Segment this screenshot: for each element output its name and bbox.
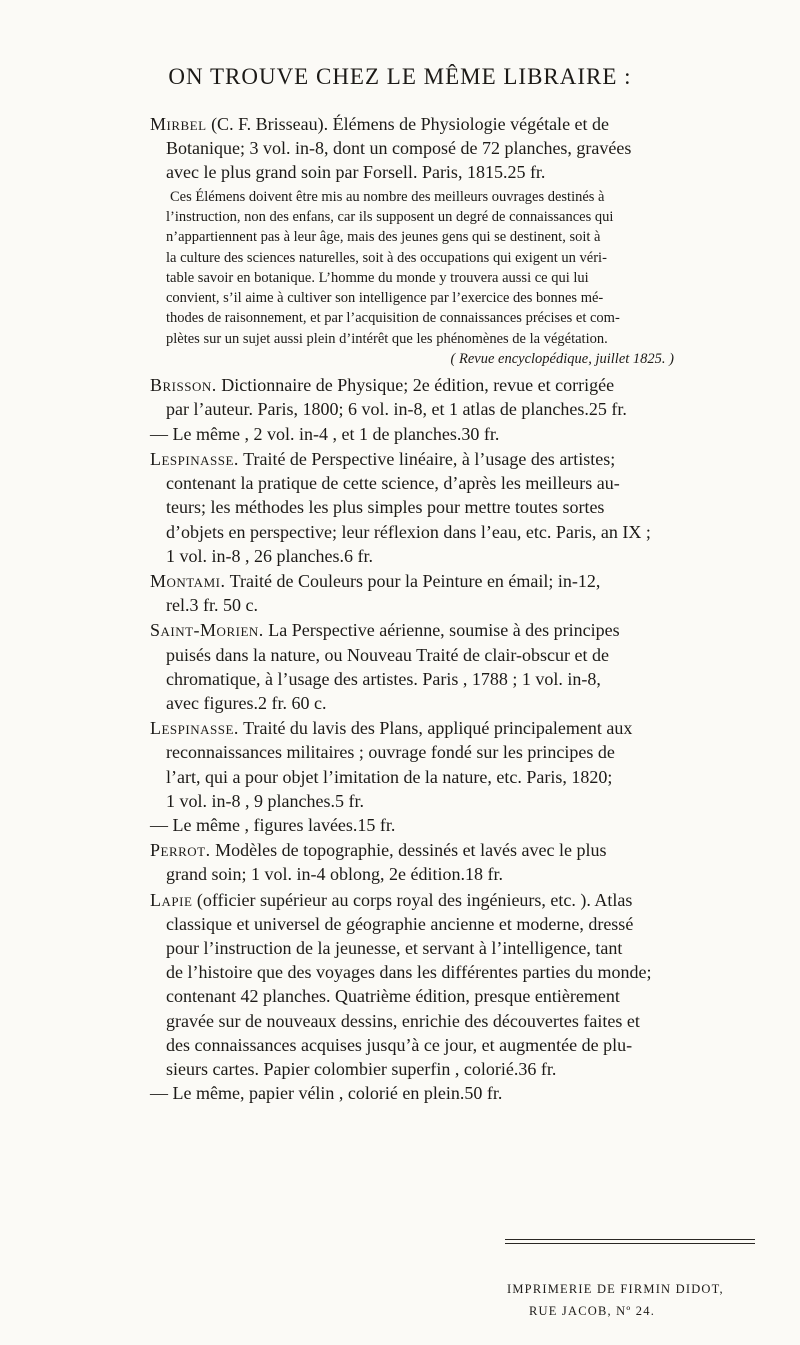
entry-lespinasse-perspective: Lespinasse. Traité de Perspective linéaire, à l’usage des artistes; contenant la pratique de cette science, d’après les meilleurs au- teurs; les méthodes les plus simples pour mettre toutes sortes d’objets en perspective; leur réflexion dans l’eau, etc. Paris, an IX ; 1 vol. in-8 , 26 planches.6 fr. xyxy=(150,448,651,566)
price: 3 fr. 50 c. xyxy=(189,595,258,616)
entry-brisson: Brisson. Dictionnaire de Physique; 2e édition, revue et corrigée par l’auteur. Paris, 1800; 6 vol. in-8, et 1 atlas de planches.25 fr. — Le même , 2 vol. in-4 , et 1 de planches.30 fr. xyxy=(150,375,627,444)
catalogue-body xyxy=(150,112,710,1106)
author-name: Lespinasse. xyxy=(150,718,239,739)
page-heading: ON TROUVE CHEZ LE MÊME LIBRAIRE : xyxy=(168,64,632,89)
entry-lespinasse-lavis: Lespinasse. Traité du lavis des Plans, appliqué principalement aux reconnaissances militaires ; ouvrage fondé sur les principes de l’art, qui a pour objet l’imitation de la nature, etc. Paris, 1820; 1 vol. in-8 , 9 planches.5 fr. — Le même , figures lavées.15 fr. xyxy=(150,718,633,835)
price: 6 fr. xyxy=(343,545,373,566)
imprint-rule xyxy=(505,1239,755,1240)
price: 36 fr. xyxy=(518,1058,557,1079)
entry-lapie: Lapie (officier supérieur au corps royal des ingénieurs, etc. ). Atlas classique et universel de géographie ancienne et moderne, dressé pour l’instruction de la jeunesse, et servant à l’intelligence, tant de l’histoire que des voyages dans les différentes parties du monde; contenant 42 planches. Quatrième édition, presque entièrement gravée sur de nouveaux dessins, enrichie des découvertes faites et des connaissances acquises jusqu’à ce jour, et augmentée de plu- sieurs cartes. Papier colombier superfin , colorié.36 fr. — Le même, papier vélin , colorié en plein.50 fr. xyxy=(150,889,652,1104)
author-name: Saint-Morien. xyxy=(150,620,264,641)
review-note: Ces Élémens doivent être mis au nombre des meilleurs ouvrages destinés à l’instruction, non des enfans, car ils supposent un degré de connaissances qui n’appartiennent pas à leur âge, mais des jeunes gens qui se destinent, soit à la culture des sciences naturelles, soit à des occupations qui exigent un véri- table savoir en botanique. L’homme du monde y trouvera aussi ce qui lui convient, s’il aime à cultiver son intelligence par l’exercice des bonnes mé- thodes de raisonnement, et par l’acquisition de connaissances précises et com- plètes sur un sujet aussi plein d’intérêt que les phénomènes de la végétation. ( Revue encyclopédique, juillet 1825. ) xyxy=(150,187,710,370)
price: 15 fr. xyxy=(357,814,396,835)
author-name: Montami. xyxy=(150,570,226,591)
author-name: Lespinasse. xyxy=(150,448,239,469)
printer-imprint: IMPRIMERIE DE FIRMIN DIDOT, RUE JACOB, Nº 24. xyxy=(507,1282,724,1318)
review-source: ( Revue encyclopédique, juillet 1825. ) xyxy=(450,350,674,367)
entry-mirbel: Mirbel (C. F. Brisseau). Élémens de Physiologie végétale et de Botanique; 3 vol. in-8, dont un composé de 72 planches, gravées avec le plus grand soin par Forsell. Paris, 1815.25 fr. xyxy=(150,114,632,183)
price: 50 fr. xyxy=(464,1083,503,1104)
entry-montami: Montami. Traité de Couleurs pour la Peinture en émail; in-12, rel.3 fr. 50 c. xyxy=(150,570,601,616)
author-name: Lapie xyxy=(150,889,193,910)
author-name: Mirbel xyxy=(150,114,207,134)
entry-saint-morien: Saint-Morien. La Perspective aérienne, soumise à des principes puisés dans la nature, ou Nouveau Traité de clair-obscur et de chromatique, à l’usage des artistes. Paris , 1788 ; 1 vol. in-8, avec figures.2 fr. 60 c. xyxy=(150,620,620,713)
entry-perrot: Perrot. Modèles de topographie, dessinés et lavés avec le plus grand soin; 1 vol. in-4 oblong, 2e édition.18 fr. xyxy=(150,840,607,885)
price: 2 fr. 60 c. xyxy=(257,692,327,713)
price: 18 fr. xyxy=(464,864,503,885)
author-name: Perrot. xyxy=(150,840,211,861)
price: 30 fr. xyxy=(461,423,500,444)
price: 25 fr. xyxy=(588,399,627,420)
price: 25 fr. xyxy=(507,162,546,183)
price: 5 fr. xyxy=(334,790,364,811)
author-name: Brisson. xyxy=(150,375,217,396)
